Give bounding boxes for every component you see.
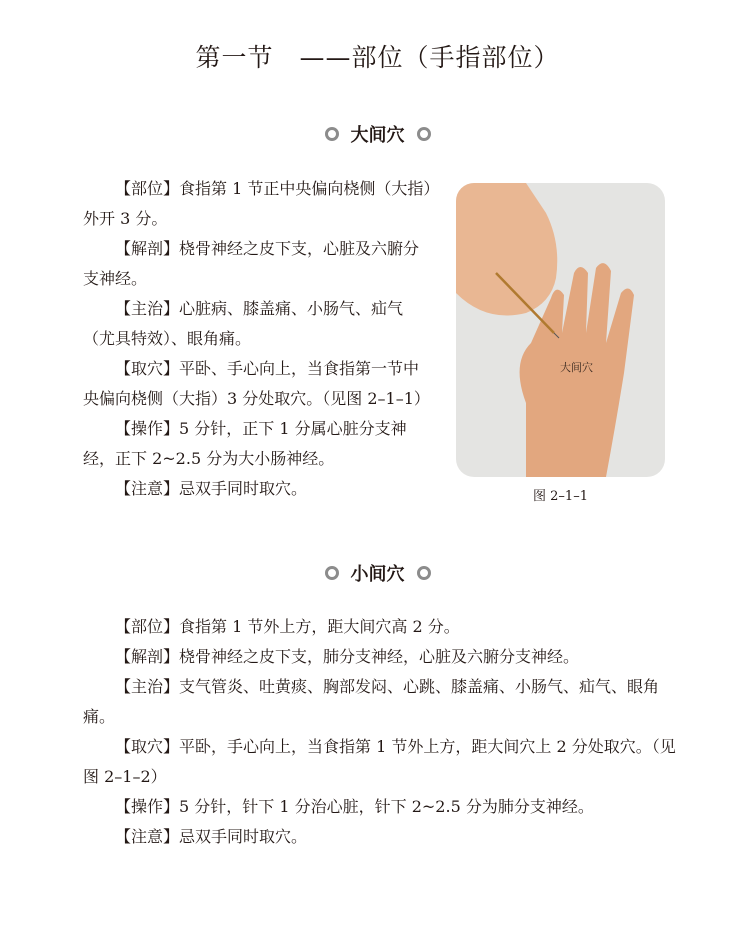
paragraph xyxy=(83,642,677,672)
field-text: 食指第 1 节外上方，距大间穴高 2 分。 xyxy=(179,617,460,636)
paragraph xyxy=(83,822,677,852)
paragraph xyxy=(83,732,677,792)
paragraph xyxy=(83,612,677,642)
field-text: 心脏病、膝盖痛、小肠气、疝气（尤具特效）、眼角痛。 xyxy=(83,299,404,348)
field-text: 桡骨神经之皮下支，心脏及六腑分支神经。 xyxy=(83,239,420,288)
circle-bullet-icon xyxy=(417,127,431,141)
hand-illustration xyxy=(456,183,665,477)
acupoint-label: 大间穴 xyxy=(560,361,593,374)
field-text: 忌双手同时取穴。 xyxy=(179,827,308,846)
page-title: 第一节 ——部位（手指部位） xyxy=(195,43,560,72)
paragraph xyxy=(83,294,435,354)
field-tag: 【主治】 xyxy=(115,299,180,318)
paragraph xyxy=(83,354,435,414)
field-text: 平卧、手心向上，当食指第一节中央偏向桡侧（大指）3 分处取穴。（见图 2–1–1） xyxy=(83,359,430,408)
field-tag: 【部位】 xyxy=(115,179,180,198)
field-text: 支气管炎、吐黄痰、胸部发闷、心跳、膝盖痛、小肠气、疝气、眼角痛。 xyxy=(83,677,660,726)
field-tag: 【注意】 xyxy=(115,479,180,498)
section-body xyxy=(83,174,435,504)
circle-bullet-icon xyxy=(325,566,339,580)
field-tag: 【取穴】 xyxy=(115,359,180,378)
field-tag: 【部位】 xyxy=(115,617,180,636)
field-text: 桡骨神经之皮下支，肺分支神经，心脏及六腑分支神经。 xyxy=(179,647,580,666)
section-heading xyxy=(0,560,755,586)
field-text: 食指第 1 节正中央偏向桡侧（大指）外开 3 分。 xyxy=(83,179,432,228)
field-tag: 【解剖】 xyxy=(115,647,180,666)
field-text: 5 分针，针下 1 分治心脏，针下 2~2.5 分为肺分支神经。 xyxy=(179,797,594,816)
paragraph xyxy=(83,234,435,294)
field-text: 5 分针，正下 1 分属心脏分支神经，正下 2~2.5 分为大小肠神经。 xyxy=(83,419,407,468)
field-tag: 【注意】 xyxy=(115,827,180,846)
paragraph xyxy=(83,792,677,822)
section-heading-text: 大间穴 xyxy=(350,125,405,146)
hand-acupuncture-photo xyxy=(456,183,665,477)
section-heading-text: 小间穴 xyxy=(350,564,405,585)
field-tag: 【取穴】 xyxy=(115,737,180,756)
field-tag: 【解剖】 xyxy=(115,239,180,258)
section-heading xyxy=(0,121,755,147)
paragraph xyxy=(83,672,677,732)
paragraph xyxy=(83,414,435,474)
section-body xyxy=(83,612,677,852)
field-tag: 【操作】 xyxy=(115,797,180,816)
circle-bullet-icon xyxy=(325,127,339,141)
circle-bullet-icon xyxy=(417,566,431,580)
paragraph xyxy=(83,174,435,234)
paragraph xyxy=(83,474,435,504)
field-text: 平卧，手心向上，当食指第 1 节外上方，距大间穴上 2 分处取穴。（见图 2–1–2） xyxy=(83,737,676,786)
field-tag: 【操作】 xyxy=(115,419,180,438)
figure-caption: 图 2–1–1 xyxy=(533,489,588,504)
field-text: 忌双手同时取穴。 xyxy=(179,479,308,498)
field-tag: 【主治】 xyxy=(115,677,180,696)
